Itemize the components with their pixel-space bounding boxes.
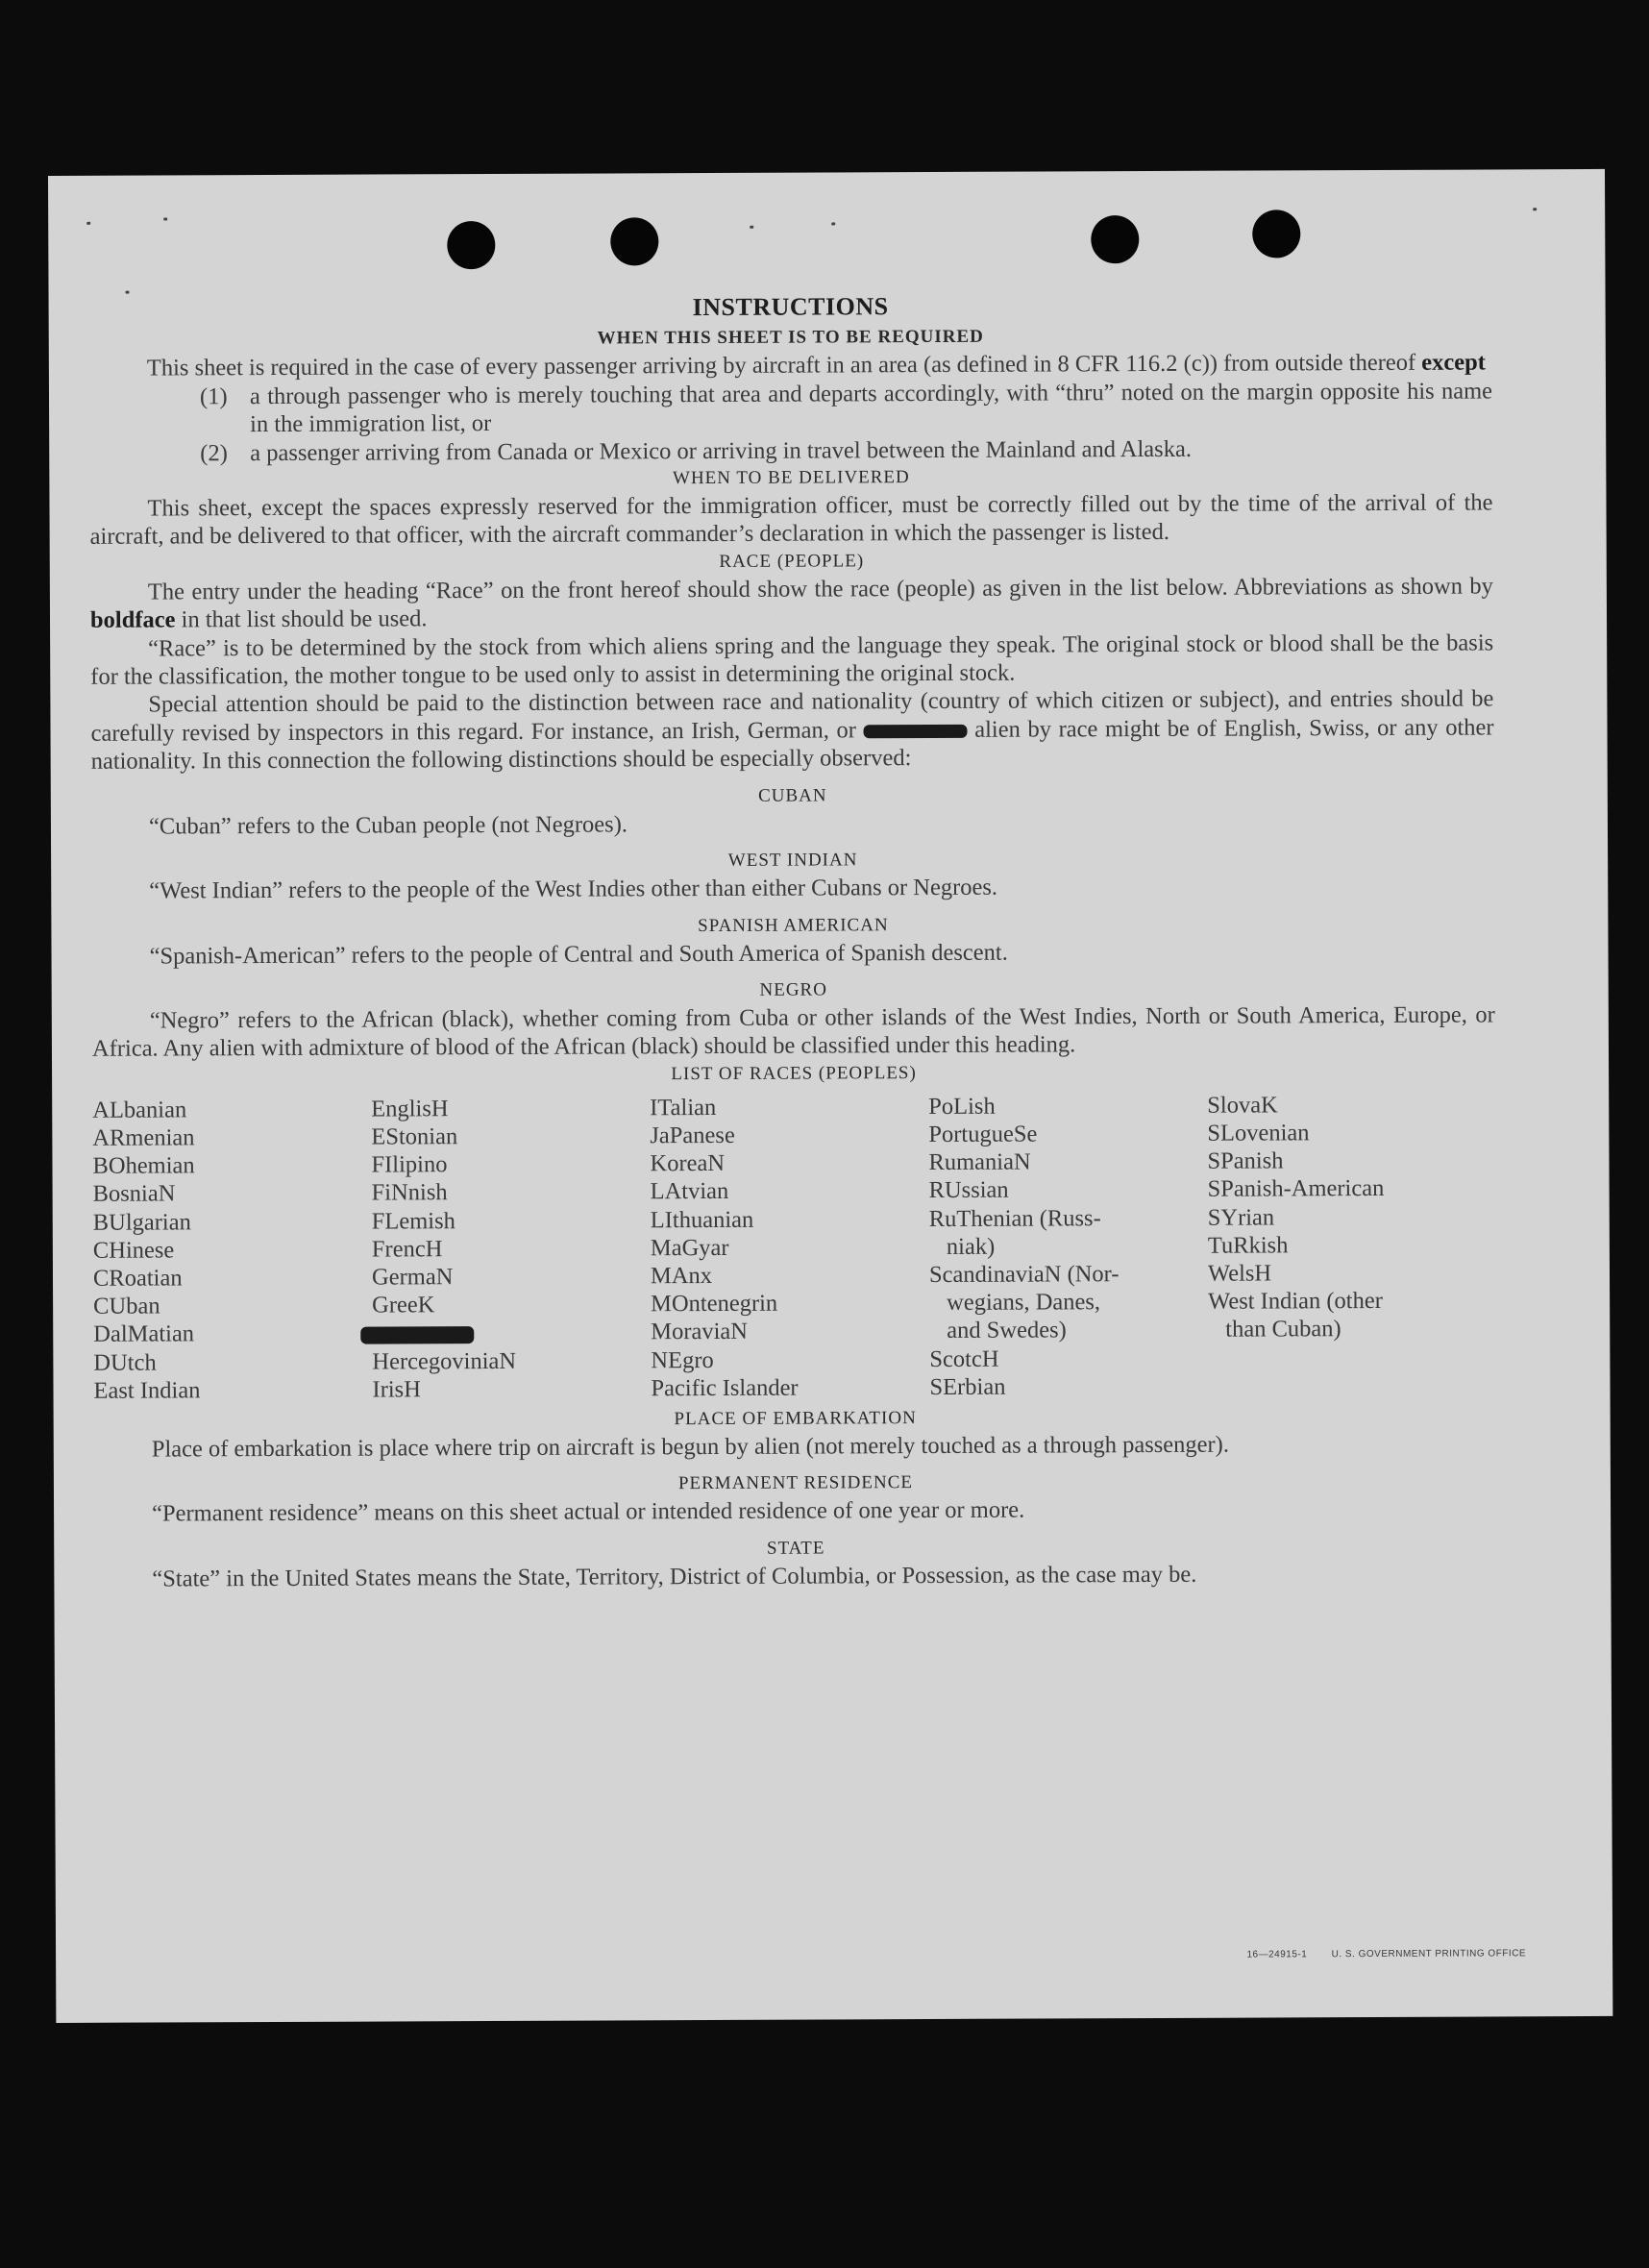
race-entry: SLovenian (1207, 1120, 1310, 1146)
race-entry: MaGyar (650, 1234, 729, 1262)
section-heading: NEGRO (759, 979, 827, 1000)
speck (750, 226, 753, 229)
race-entry: RumaniaN (928, 1148, 1031, 1176)
section-heading: WEST INDIAN (727, 850, 858, 872)
race-entry: East Indian (93, 1377, 201, 1404)
section-heading: STATE (766, 1538, 825, 1559)
race-entry: ScandinaviaN (Nor- (928, 1261, 1120, 1288)
race-entry: TuRkish (1207, 1232, 1289, 1259)
race-entry: SPanish (1207, 1147, 1284, 1174)
paragraph: Place of embarkation is place where trip on aircraft is begun by alien (not merely touched as a through passenger). (151, 1431, 1229, 1463)
section-heading: RACE (PEOPLE) (719, 551, 865, 572)
paragraph-text: in that list should be used. (175, 605, 428, 633)
redaction-mark (864, 725, 968, 738)
race-entry: wegians, Danes, (947, 1289, 1101, 1317)
paragraph (90, 572, 1493, 634)
paragraph-text: Special attention should be paid to the distinction between race and nationality (country of which citizen or subject), and entries should be carefully revised by inspectors in this regard. For instance, an Irish, German, or (90, 685, 1494, 747)
race-entry: DUtch (93, 1349, 157, 1376)
race-entry: FrencH (371, 1235, 443, 1263)
item-text: a passenger arriving from Canada or Mexico or arriving in travel between the Mainland and Alaska. (250, 435, 1192, 466)
race-entry: DalMatian (93, 1320, 195, 1348)
race-entry: West Indian (other (1208, 1288, 1383, 1315)
item-number: (2) (200, 439, 228, 466)
races-column (1207, 1090, 1487, 1399)
section-heading: WHEN THIS SHEET IS TO BE REQUIRED (597, 327, 984, 349)
race-entry: KoreaN (650, 1150, 726, 1177)
race-entry: BOhemian (92, 1152, 195, 1179)
race-entry: FIlipino (371, 1151, 448, 1178)
paragraph: “Cuban” refers to the Cuban people (not Negroes). (148, 811, 628, 840)
race-entry: HercegoviniaN (372, 1347, 517, 1375)
emphasis-text: boldface (89, 606, 176, 634)
section-heading: SPANISH AMERICAN (698, 914, 889, 936)
redaction-mark (360, 1326, 474, 1344)
race-entry: niak) (946, 1233, 996, 1260)
race-entry: and Swedes) (947, 1317, 1067, 1344)
instructions-body (89, 289, 1498, 1593)
race-entry: EnglisH (371, 1095, 449, 1122)
punch-hole (1252, 210, 1300, 258)
section-heading: CUBAN (758, 785, 827, 806)
paragraph-text: alien by race might be of English, Swiss, or any other nationality. In this connection the following distinctions should be especially observed: (90, 714, 1494, 776)
printer-name: U. S. GOVERNMENT PRINTING OFFICE (1331, 1948, 1527, 1960)
race-entry: MoraviaN (651, 1319, 749, 1345)
race-entry: SlovaK (1207, 1092, 1278, 1119)
race-entry: ALbanian (92, 1097, 187, 1123)
race-entry: NEgro (651, 1346, 714, 1373)
punch-hole (1091, 215, 1139, 263)
paragraph: “Permanent residence” means on this sheet actual or intended residence of one year or more. (152, 1496, 1025, 1527)
race-entry: RuThenian (Russ- (928, 1204, 1101, 1232)
paragraph-text: This sheet is required in the case of every passenger arriving by aircraft in an area (as defined in 8 CFR 116.2 (c)) from outside thereof (146, 350, 1422, 382)
race-entry: SErbian (929, 1373, 1006, 1400)
race-entry: CRoatian (92, 1265, 183, 1292)
race-entry: BUlgarian (92, 1208, 191, 1236)
punch-hole (447, 221, 495, 269)
race-entry: Pacific Islander (651, 1374, 799, 1402)
race-entry: LIthuanian (650, 1206, 754, 1233)
section-heading: WHEN TO BE DELIVERED (672, 467, 910, 489)
race-entry: WelsH (1207, 1260, 1272, 1287)
race-entry: PoLish (928, 1093, 996, 1120)
race-entry: BosniaN (92, 1180, 176, 1208)
race-entry: GermaN (371, 1264, 454, 1291)
race-entry: GreeK (372, 1292, 435, 1319)
speck (86, 222, 90, 225)
races-column (650, 1093, 929, 1402)
race-entry: ScotcH (929, 1345, 999, 1372)
emphasis-text: except (1421, 349, 1486, 377)
form-number: 16—24915-1 (1246, 1949, 1308, 1960)
race-entry-redacted (372, 1319, 651, 1347)
paragraph-text: The entry under the heading “Race” on the front hereof should show the race (people) as given in the list below. Abbreviations as shown by (147, 573, 1493, 605)
section-heading: LIST OF RACES (PEOPLES) (671, 1062, 917, 1084)
race-entry: MAnx (650, 1262, 713, 1290)
list-item (89, 377, 1492, 439)
speck (126, 291, 130, 294)
race-entry: JaPanese (650, 1122, 735, 1149)
race-entry: PortugueSe (928, 1121, 1038, 1147)
races-column (371, 1094, 651, 1403)
speck (163, 217, 167, 220)
paragraph: “West Indian” refers to the people of the West Indies other than either Cubans or Negroes. (149, 874, 998, 904)
races-column (928, 1091, 1208, 1400)
race-entry: FLemish (371, 1207, 455, 1235)
races-column (92, 1095, 372, 1404)
race-entry: ITalian (650, 1094, 717, 1121)
speck (831, 222, 835, 225)
race-entry: than Cuban) (1225, 1316, 1341, 1344)
section-heading: PERMANENT RESIDENCE (677, 1472, 914, 1494)
punch-hole (610, 217, 658, 265)
paragraph (90, 685, 1493, 777)
race-entry: SPanish-American (1207, 1175, 1385, 1203)
paragraph: “Negro” refers to the African (black), whether coming from Cuba or other islands of the West Indies, North or South America, Europe, or Africa. Any alien with admixture of blood of the African (black) should be classified under this heading. (91, 1001, 1495, 1063)
paragraph: “Spanish-American” refers to the people of Central and South America of Spanish descent. (149, 939, 1008, 970)
paragraph: This sheet, except the spaces expressly reserved for the immigration officer, must be correctly filled out by the time of the arrival of the aircraft, and be delivered to that officer, with the aircraft commander’s declaration in which the passenger is listed. (89, 489, 1493, 551)
document-sheet (48, 169, 1612, 2023)
race-entry: EStonian (371, 1123, 458, 1150)
footer-print-code (1225, 1948, 1526, 1960)
page-title: INSTRUCTIONS (692, 292, 889, 322)
race-entry: RUssian (928, 1176, 1009, 1204)
race-entry: MOntenegrin (651, 1290, 778, 1318)
race-entry: CHinese (92, 1237, 175, 1264)
section-heading: PLACE OF EMBARKATION (674, 1408, 917, 1430)
speck (1533, 208, 1537, 210)
paragraph: “Race” is to be determined by the stock from which aliens spring and the language they speak. The original stock or blood shall be the basis for the classification, the mother tongue to be used only to assist in determining the original stock. (90, 629, 1494, 690)
item-number: (1) (199, 383, 228, 410)
races-list (92, 1090, 1496, 1405)
race-entry: SYrian (1207, 1203, 1275, 1231)
race-entry: IrisH (372, 1376, 421, 1403)
paragraph: “State” in the United States means the State, Territory, District of Columbia, or Possession, as the case may be. (152, 1561, 1197, 1592)
race-entry: FiNnish (371, 1179, 448, 1206)
race-entry: ARmenian (92, 1124, 195, 1151)
race-entry: CUban (93, 1293, 160, 1319)
item-text: a through passenger who is merely touching that area and departs accordingly, with “thru” noted on the margin opposite his name in the immigration list, or (249, 378, 1493, 438)
race-entry: LAtvian (650, 1178, 729, 1205)
